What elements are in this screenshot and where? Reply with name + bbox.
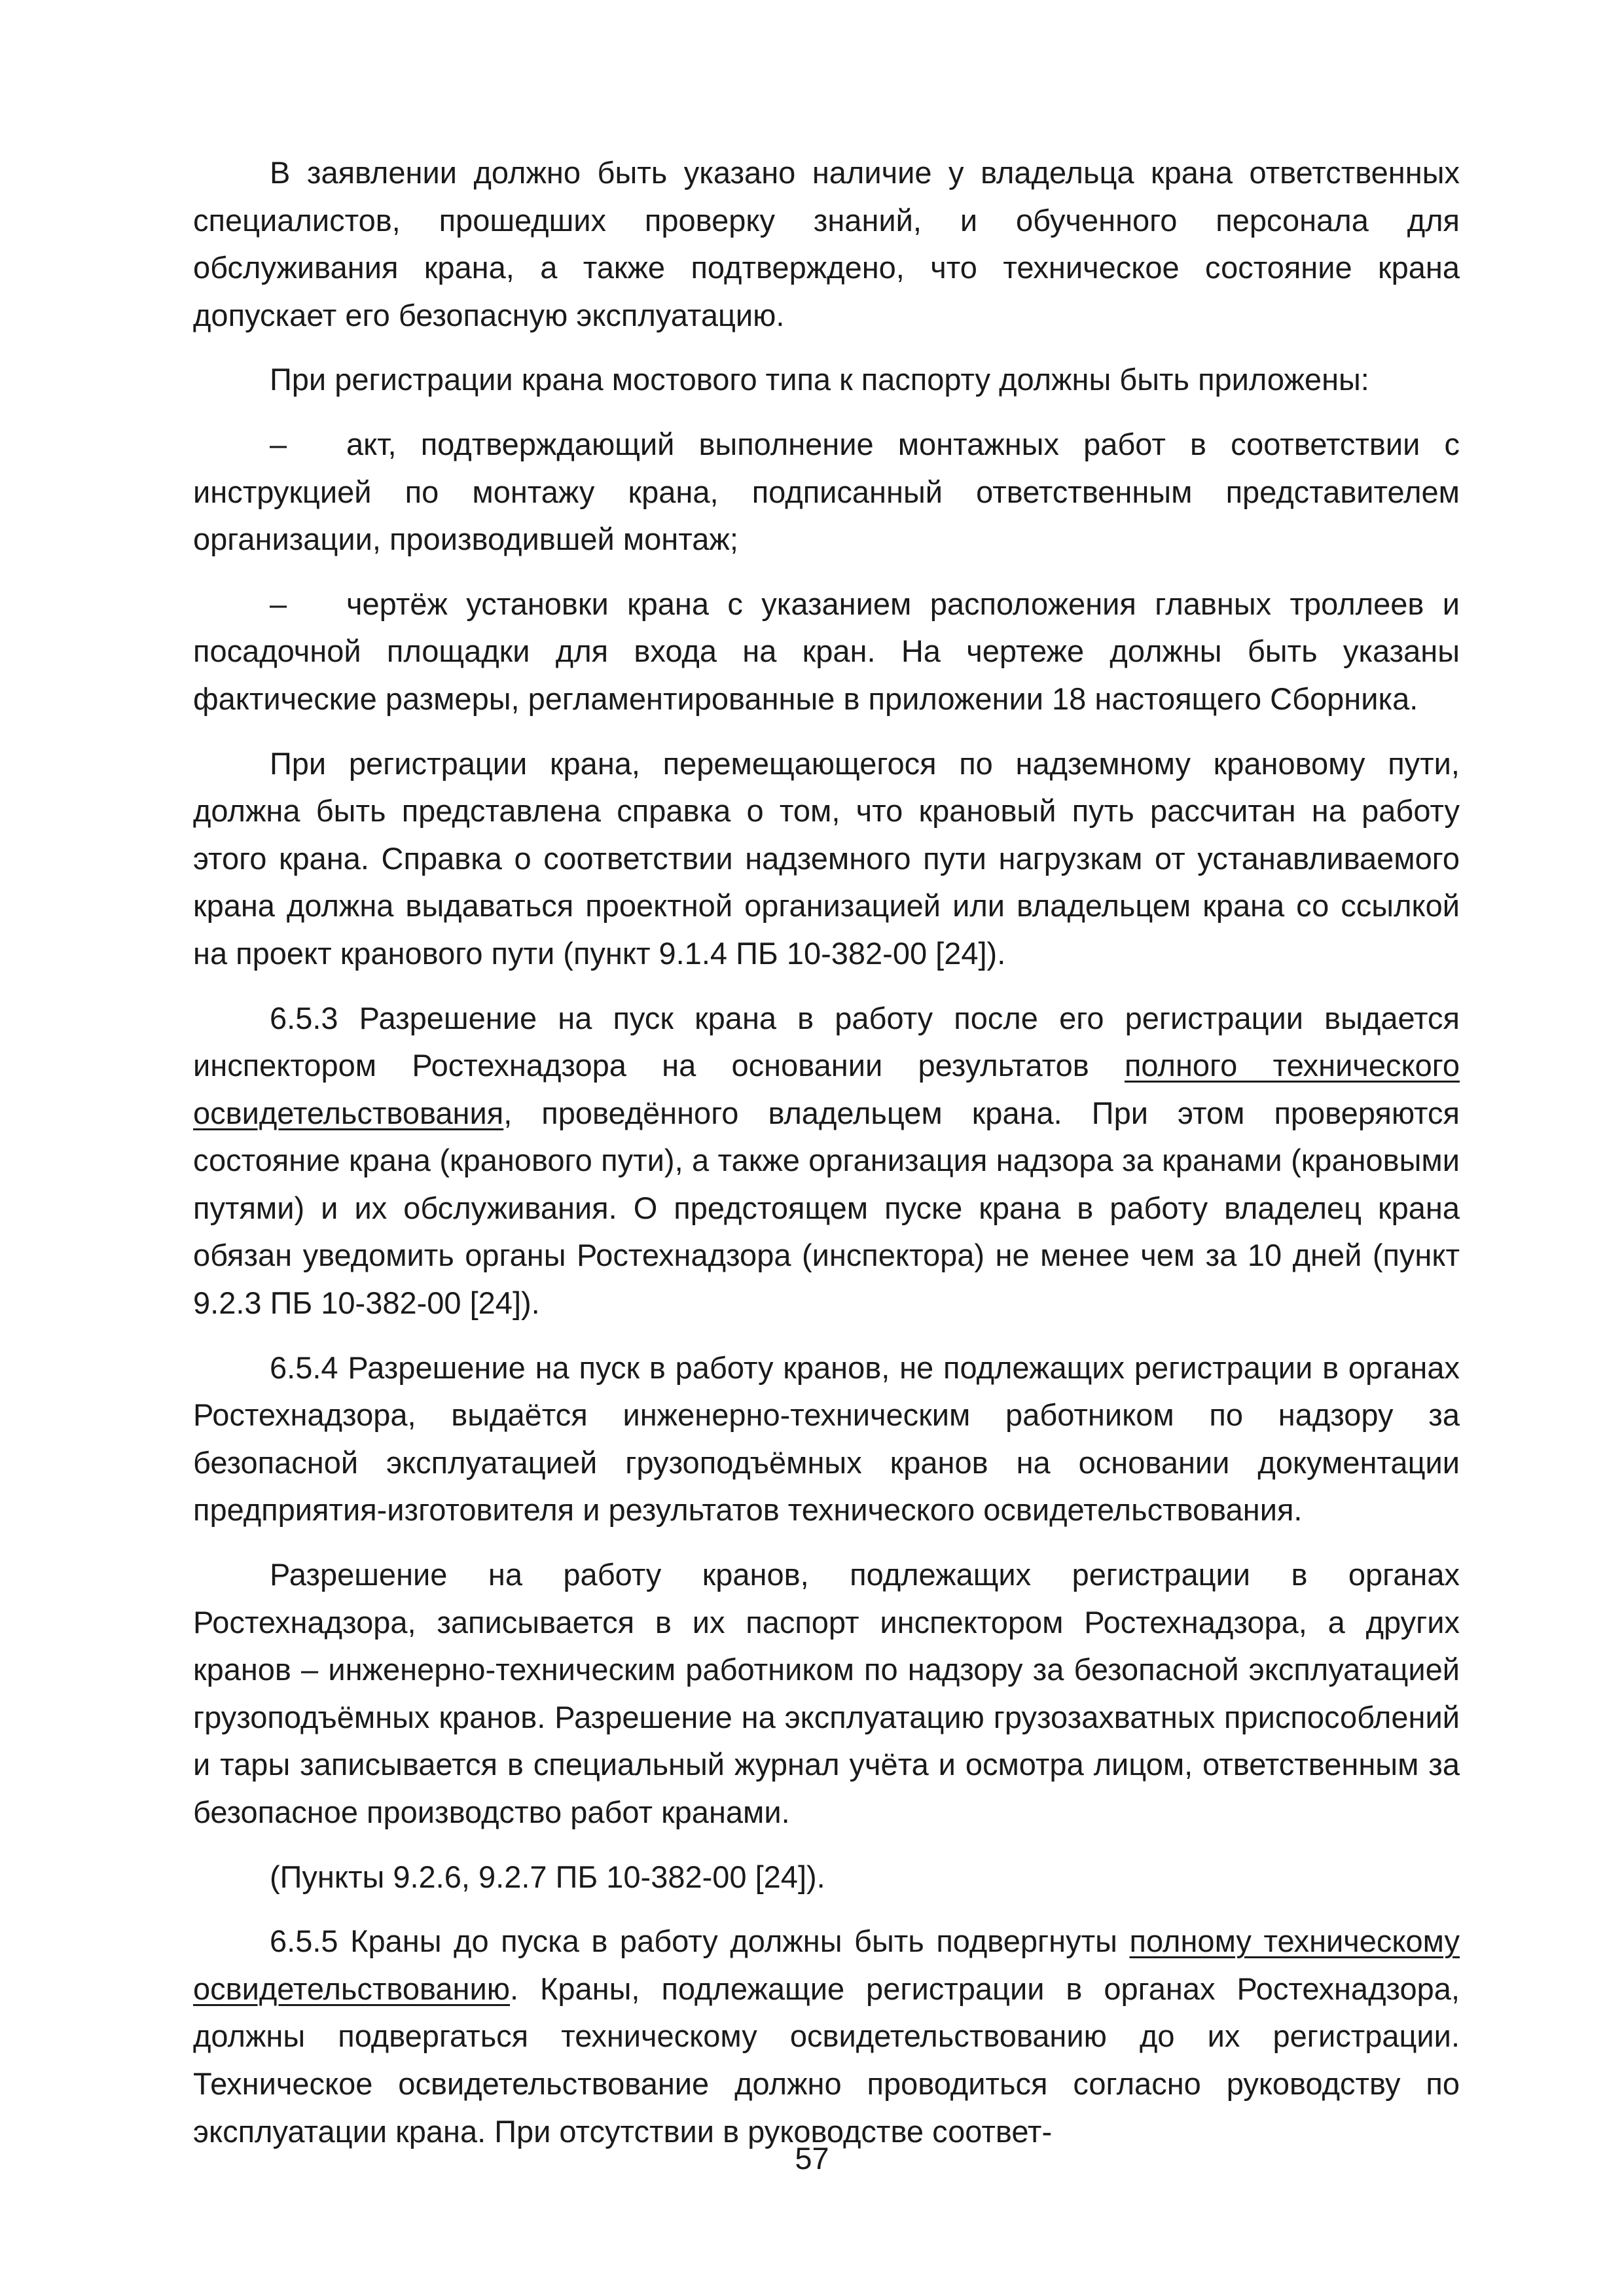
paragraph-overhead-track: При регистрации крана, перемещающегося по надземному крановому пути, должна быть представлена справка о том, что крановый путь рассчитан на работу этого крана. Справка о соответствии надземного пути нагрузкам от устанавливаемого крана должна выдаваться проектной организацией или владельцем крана со ссылкой на проект кранового пути (пункт 9.1.4 ПБ 10-382-00 [24]). (193, 745, 1460, 971)
paragraph-work-permission: Разрешение на работу кранов, подлежащих регистрации в органах Ростехнадзора, записывается в их паспорт инспектором Ростехнадзора, а других кранов – инженерно-техническим работником по надзору за безопасной эксплуатацией грузоподъёмных кранов. Разрешение на эксплуатацию грузозахватных приспособлений и тары записывается в специальный журнал учёта и осмотра лицом, ответственным за безопасное производство работ кранами. (193, 1557, 1460, 1829)
list-item-installation-drawing (193, 581, 1460, 723)
paragraph-text: 6.5.3 Разрешение на пуск крана в работу после его регистрации выдается инспектором Ростехнадзора на основании результатов (193, 1000, 1460, 1083)
list-item-text: чертёж установки крана с указанием расположения главных троллеев и посадочной площадки для входа на кран. На чертеже должны быть указаны фактические размеры, регламентированные в приложении 18 настоящего Сборника. (193, 586, 1460, 716)
paragraph-text: . Краны, подлежащие регистрации в органах Ростехнадзора, должны подвергаться техническому освидетельствованию до их регистрации. Техническое освидетельствование должно проводиться согласно руководству по эксплуатации крана. При отсутствии в руководстве соответ- (193, 1971, 1460, 2149)
paragraph-bridge-crane-registration: При регистрации крана мостового типа к паспорту должны быть приложены: (270, 362, 1369, 397)
paragraph-6-5-4: 6.5.4 Разрешение на пуск в работу кранов, не подлежащих регистрации в органах Ростехнадзора, выдаётся инженерно-техническим работником по надзору за безопасной эксплуатацией грузоподъёмных кранов на основании документации предприятия-изготовителя и результатов технического освидетельствования. (193, 1350, 1460, 1528)
paragraph-text: 6.5.5 Краны до пуска в работу должны быть подвергнуты (270, 1924, 1130, 1959)
paragraph-text: , проведённого владельцем крана. При этом проверяются состояние крана (кранового пути), а также организация надзора за кранами (крановыми путями) и их обслуживания. О предстоящем пуске крана в работу владелец крана обязан уведомить органы Ростехнадзора (инспектора) не менее чем за 10 дней (пункт 9.2.3 ПБ 10-382-00 [24]). (193, 1095, 1460, 1321)
page-number: 57 (795, 2141, 829, 2176)
paragraph-clauses-reference: (Пункты 9.2.6, 9.2.7 ПБ 10-382-00 [24]). (270, 1859, 825, 1894)
list-dash: – (270, 586, 287, 621)
list-item-text: акт, подтверждающий выполнение монтажных работ в соответствии с инструкцией по монтажу крана, подписанный ответственным представителем организации, производившей монтаж; (193, 426, 1460, 557)
list-item-installation-act (193, 421, 1460, 564)
paragraph-6-5-3 (193, 995, 1460, 1327)
list-dash: – (270, 426, 287, 461)
document-page (193, 149, 1460, 2172)
term-link-full-inspection[interactable]: полного технического освидетельствования (193, 1048, 1460, 1130)
paragraph-6-5-5 (193, 1918, 1460, 2155)
term-link-full-technical-inspection[interactable]: полному техническому освидетельствованию (193, 1924, 1460, 2006)
paragraph-application-requirements: В заявлении должно быть указано наличие у владельца крана ответственных специалистов, прошедших проверку знаний, и обученного персонала для обслуживания крана, а также подтверждено, что техническое состояние крана допускает его безопасную эксплуатацию. (193, 155, 1460, 332)
